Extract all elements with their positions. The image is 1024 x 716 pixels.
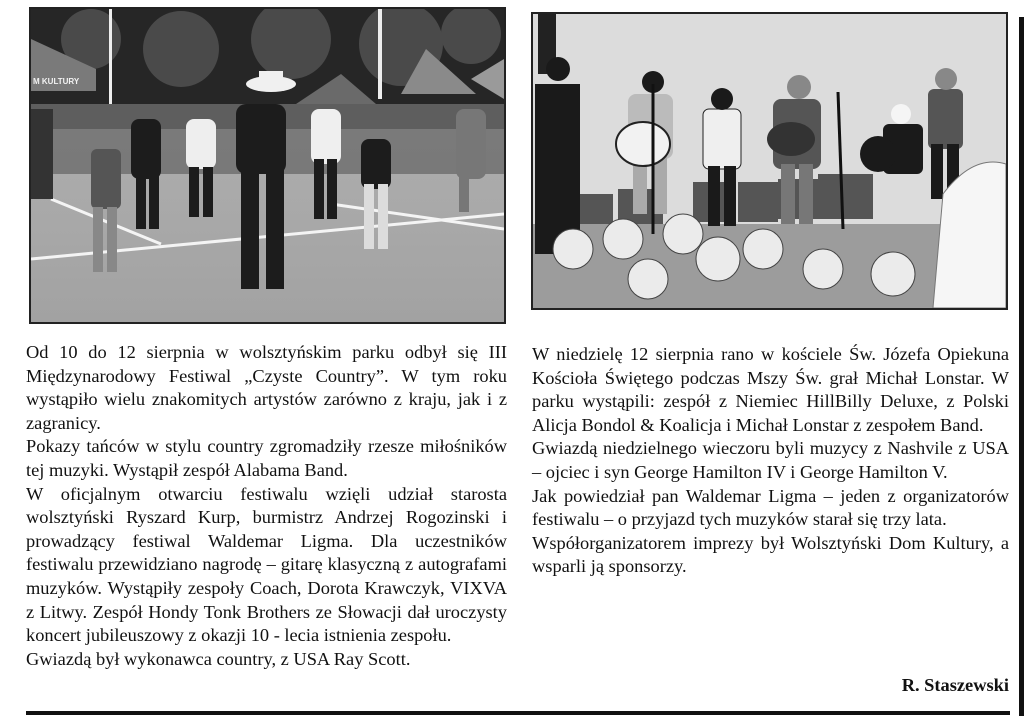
article-paragraph: Gwiazdą niedzielnego wieczoru byli muzycy z Nashvile z USA – ojciec i syn George Hamilton IV i George Hamilton V. xyxy=(532,438,1009,482)
photo-dancers xyxy=(29,7,506,324)
photo-band-image xyxy=(533,14,1006,308)
article-paragraph: Od 10 do 12 sierpnia w wolsztyńskim parku odbył się III Międzynarodowy Festiwal „Czyste Country”. W tym roku wystąpiło wielu znakomitych artystów zarówno z kraju, jak i z zagranicy. xyxy=(26,342,507,433)
author-signature: R. Staszewski xyxy=(901,675,1009,695)
article-paragraph: Jak powiedział pan Waldemar Ligma – jeden z organizatorów festiwalu – o przyjazd tych muzyków starał się trzy lata. xyxy=(532,485,1009,530)
right-border-bar xyxy=(1019,17,1024,716)
article-column-left xyxy=(26,341,507,671)
article-paragraph: W niedzielę 12 sierpnia rano w kościele Św. Józefa Opiekuna Kościoła Świętego podczas Mszy Św. grał Michał Lonstar. W parku wystąpili: zespół z Niemiec HillBilly Deluxe, z Polski Alicja Bondol & Koalicja i Michał Lonstar z zespołem Band. xyxy=(532,344,1009,435)
photo-band xyxy=(531,12,1008,310)
article-paragraph: Gwiazdą był wykonawca country, z USA Ray Scott. xyxy=(26,648,411,669)
article-column-right xyxy=(532,343,1009,579)
article-paragraph: W oficjalnym otwarciu festiwalu wzięli udział starosta wolsztyński Ryszard Kurp, burmistrz Andrzej Rogozinski i prowadzący festiwal Waldemar Ligma. Dla uczestników festiwalu przewidziano nagrodę – gitarę klasyczną z autografami muzyków. Wystąpiły zespoły Coach, Dorota Krawczyk, VIXVA z Litwy. Zespół Hondy Tonk Brothers ze Słowacji dał uroczysty koncert jubileuszowy z okazji 10 - lecia istnienia zespołu. xyxy=(26,483,507,646)
article-paragraph: Pokazy tańców w stylu country zgromadziły rzesze miłośników tej muzyki. Wystąpił zespół Alabama Band. xyxy=(26,436,507,480)
tent-lettering: M KULTURY xyxy=(33,77,80,86)
photo-dancers-image xyxy=(31,9,504,322)
bottom-rule xyxy=(26,711,1010,715)
article-paragraph: Współorganizatorem imprezy był Wolsztyński Dom Kultury, a wsparli ją sponsorzy. xyxy=(532,532,1009,577)
